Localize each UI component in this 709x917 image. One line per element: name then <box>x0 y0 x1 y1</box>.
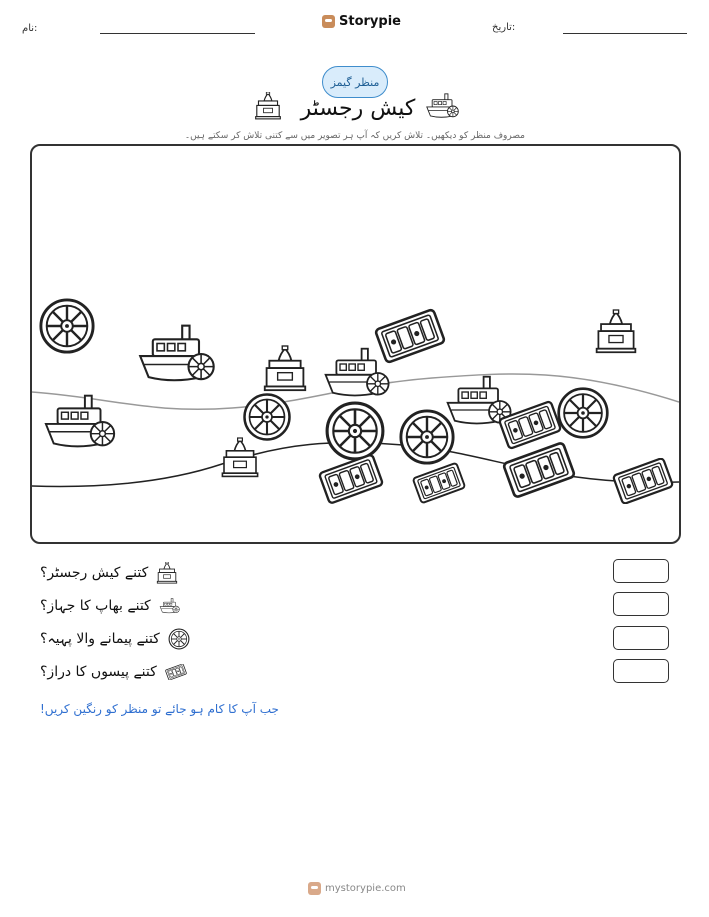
answer-box[interactable] <box>613 659 669 683</box>
color-instruction: جب آپ کا کام ہو جائے تو منظر کو رنگین کریں! <box>40 702 279 716</box>
paddle-wheel <box>327 403 383 459</box>
paddle-wheel-icon <box>168 628 190 650</box>
cash-drawer <box>413 463 465 503</box>
name-line[interactable] <box>100 33 255 34</box>
cash-drawer <box>319 454 383 503</box>
paddle-wheel <box>559 389 608 438</box>
footer-url: mystorypie.com <box>325 883 406 894</box>
footer-site[interactable] <box>308 882 406 895</box>
paddle-wheel <box>41 300 93 352</box>
brand-logo <box>322 14 401 29</box>
steamboat <box>448 377 511 424</box>
date-line[interactable] <box>563 33 687 34</box>
question-row <box>40 628 190 650</box>
cash-drawer-icon <box>165 661 187 683</box>
name-label: نام: <box>22 23 38 34</box>
steamboat <box>140 326 214 381</box>
cash-drawer <box>375 309 445 363</box>
cash-register <box>597 310 636 352</box>
paddle-wheel <box>245 395 290 440</box>
question-text: کتنے کیش رجسٹر؟ <box>40 565 149 581</box>
date-label: تاریخ: <box>492 22 516 33</box>
cash-drawer <box>613 458 673 504</box>
question-text: کتنے بھاپ کا جہاز؟ <box>40 598 151 614</box>
steamboat <box>46 396 114 447</box>
question-row <box>40 595 181 617</box>
cash-register <box>222 438 257 476</box>
cash-register-icon <box>254 92 282 120</box>
scene-games-badge: منظر گیمز <box>322 66 388 98</box>
answer-box[interactable] <box>613 559 669 583</box>
cash-register <box>265 346 305 390</box>
cash-register-icon <box>156 562 178 584</box>
brand-name: Storypie <box>339 14 401 29</box>
paddle-wheel <box>401 411 453 463</box>
answer-box[interactable] <box>613 626 669 650</box>
search-scene <box>30 144 681 544</box>
question-text: کتنے پیمانے والا پہیہ؟ <box>40 631 160 647</box>
mascot-icon <box>308 882 321 895</box>
answer-box[interactable] <box>613 592 669 616</box>
instructions: مصروف منظر کو دیکھیں۔ تلاش کریں کہ آپ ہر تصویر میں سے کتنی تلاش کر سکتے ہیں۔ <box>184 131 525 141</box>
mascot-icon <box>322 15 335 28</box>
scene-drawing <box>32 146 679 542</box>
page-title: کیش رجسٹر <box>300 96 416 121</box>
cash-drawer <box>503 442 575 497</box>
steamboat-icon <box>159 595 181 617</box>
question-row <box>40 562 178 584</box>
question-row <box>40 661 187 683</box>
question-text: کتنے پیسوں کا دراز؟ <box>40 664 157 680</box>
steamboat <box>326 349 389 396</box>
steamboat-icon <box>425 92 461 120</box>
